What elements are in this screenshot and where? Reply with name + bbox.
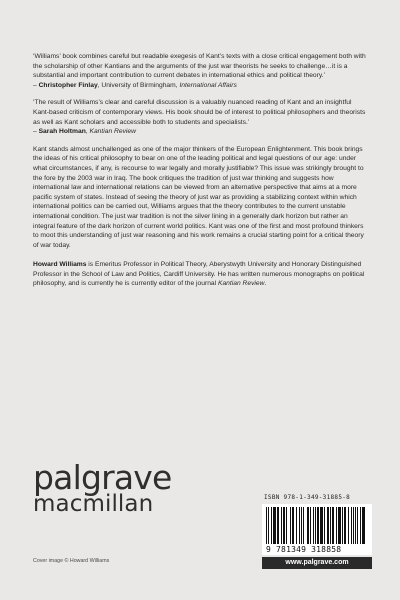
barcode-bar (355, 507, 356, 544)
barcode-bar (268, 507, 269, 544)
barcode-bars (266, 507, 368, 545)
barcode-bar (307, 507, 309, 544)
barcode-bar (338, 507, 341, 544)
barcode-bar (317, 507, 319, 544)
barcode-digits: 9 781349 318858 (266, 545, 342, 554)
quote-author: Christopher Finlay (38, 81, 98, 89)
barcode-bar (271, 507, 272, 544)
author-name: Howard Williams (33, 261, 87, 269)
barcode-bar (266, 507, 267, 544)
barcode-bar (296, 507, 297, 544)
bio-end: . (264, 280, 267, 288)
barcode-bar (303, 507, 304, 544)
barcode-bar (281, 507, 282, 544)
quote-attribution (33, 127, 369, 137)
barcode-bar (362, 507, 365, 544)
barcode-bar (315, 507, 316, 544)
quote-source: International Affairs (179, 81, 237, 89)
bio-text: is Emeritus Professor in Political Theory, Aberystwyth University and Honorary Distinguished Professor in the School of Law and Politics, Cardiff University. He has written numerous monographs on political philosophy, and is currently he is currently editor of the journal (33, 261, 365, 288)
attribution-dash: – (33, 128, 39, 136)
isbn-label: ISBN 978-1-349-31885-8 (264, 494, 351, 501)
barcode-bar (332, 507, 334, 544)
barcode-bar (313, 507, 314, 544)
barcode-bar (283, 507, 285, 544)
author-bio (33, 260, 369, 289)
barcode-bar (348, 507, 349, 544)
barcode-bar (342, 507, 343, 544)
barcode-bar (353, 507, 354, 544)
barcode-bar (336, 507, 337, 544)
barcode-bar (290, 507, 291, 544)
barcode-bar (299, 507, 300, 544)
logo-macmillan: macmillan (33, 491, 154, 517)
quote-text: ‘The result of Williams’s clear and careful discussion is a valuably nuanced reading of Kant and an insightful Kant-based criticism of contemporary views. His book should be of interest to political philosophers and theorists as well as Kant scholars and accessible both to students and specialists.’ (33, 99, 366, 126)
logo-palgrave: palgrave (33, 458, 172, 497)
quote-author: Sarah Holtman (38, 128, 86, 136)
review-quote-2 (33, 98, 369, 136)
barcode-bar (277, 507, 279, 544)
quote-affiliation: , University of Birmingham, (97, 81, 180, 89)
publisher-logo (33, 458, 203, 517)
barcode-bar (351, 507, 352, 544)
cover-credit: Cover image © Howard Williams (33, 558, 110, 564)
barcode-bar (330, 507, 331, 544)
quote-source: Kantian Review (89, 128, 136, 136)
publisher-website: www.palgrave.com (262, 557, 372, 569)
barcode-bar (273, 507, 276, 544)
quote-attribution (33, 81, 369, 91)
barcode-bar (320, 507, 323, 544)
barcode-bar (301, 507, 302, 544)
quote-affiliation: , (85, 128, 90, 136)
bio-journal: Kantian Review (218, 280, 265, 288)
attribution-dash: – (33, 81, 39, 89)
quote-text: ‘Williams’ book combines careful but readable exegesis of Kant’s texts with a close critical engagement both with the scholarship of other Kantians and the arguments of the just war theorists he seeks to challenge…it is a substantial and important contribution to current debates in international ethics and political theory.’ (33, 53, 366, 80)
review-quote-1 (33, 52, 369, 90)
barcode (262, 504, 372, 555)
text-column (33, 52, 369, 289)
barcode-bar (292, 507, 294, 544)
barcode-bar (327, 507, 329, 544)
book-description: Kant stands almost unchallenged as one of the major thinkers of the European Enlightenment. This book brings the ideas of his critical philosophy to bear on one of the leading political and legal questions of our age: under what circumstances, if any, is recourse to war legally and morally justifiable? This issue was strikingly brought to the fore by the 2003 war in Iraq. The book critiques the tradition of just war thinking and suggests how international law and international relations can be viewed from an alternative perspective that aims at a more pacific system of states. Instead of seeing the theory of just war as providing a stabilizing context within which international politics can be carried out, Williams argues that the theory contributes to the current unstable international condition. The just war tradition is not the silver lining in a generally dark horizon but rather an integral feature of the dark horizon of current world politics. Kant was one of the first and most profound thinkers to moot this understanding of just war reasoning and his work remains a crucial starting point for a critical theory of war today. (33, 145, 364, 249)
isbn-block (262, 494, 372, 569)
barcode-bar (310, 507, 311, 544)
barcode-bar (286, 507, 287, 544)
barcode-bar (324, 507, 325, 544)
barcode-bar (360, 507, 361, 544)
barcode-bar (344, 507, 346, 544)
barcode-bar (357, 507, 358, 544)
